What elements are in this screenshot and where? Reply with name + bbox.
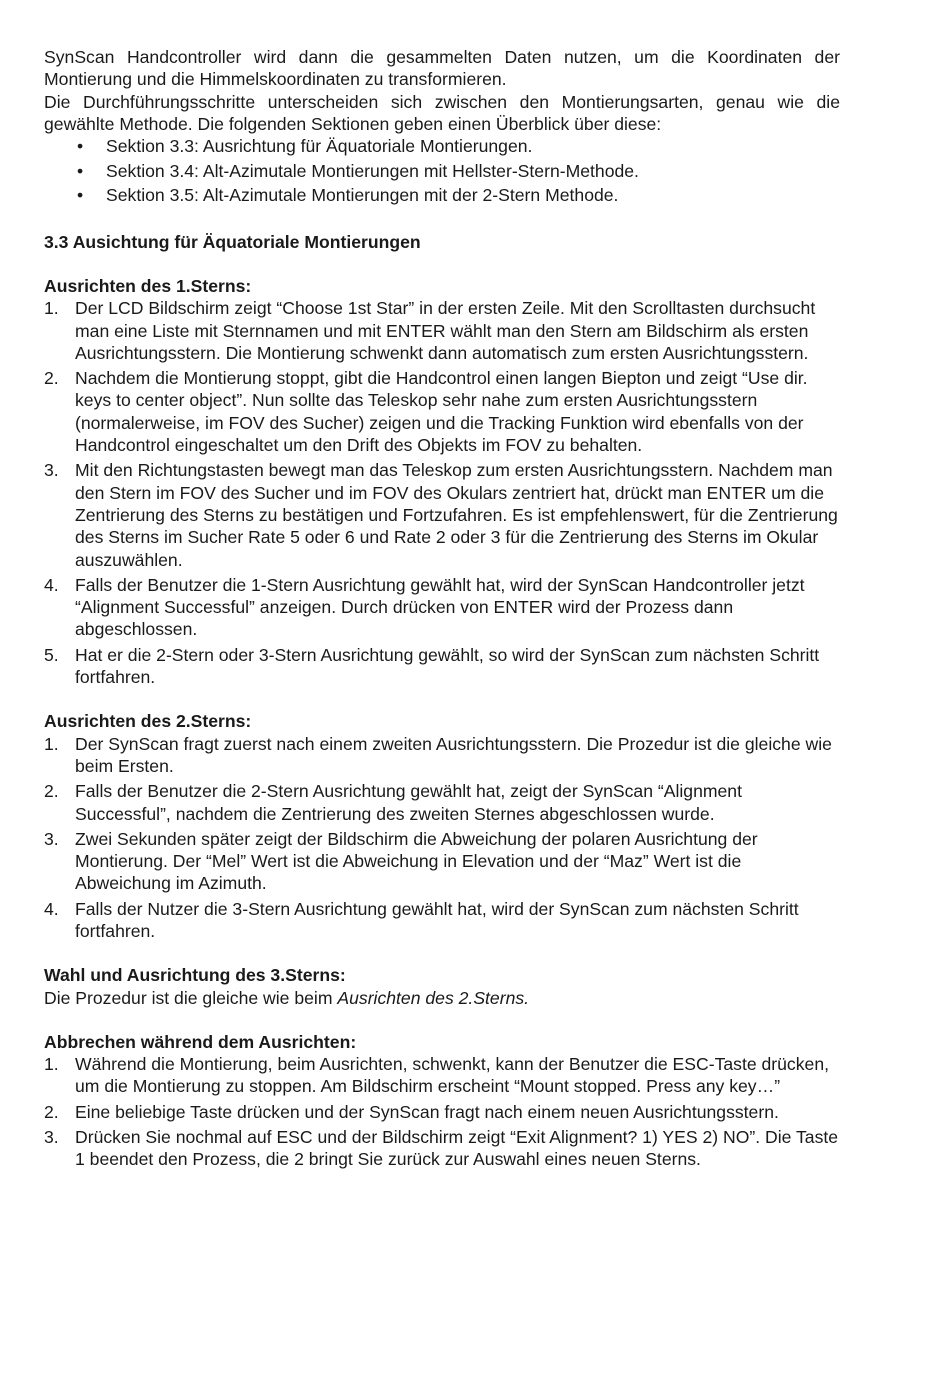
step-number: 1. xyxy=(44,1054,59,1075)
list-item xyxy=(44,184,840,209)
step-number: 4. xyxy=(44,574,59,595)
list-item-text: Sektion 3.4: Alt-Azimutale Montierungen mit Hellster-Stern-Methode. xyxy=(106,160,639,181)
abort-steps xyxy=(44,1053,840,1170)
list-item xyxy=(44,828,840,895)
bullet-icon: • xyxy=(77,136,84,157)
step-number: 5. xyxy=(44,644,59,665)
step-text: Der SynScan fragt zuerst nach einem zweiten Ausrichtungsstern. Die Prozedur ist die gleiche wie beim Ersten. xyxy=(75,733,832,776)
list-item xyxy=(44,733,840,778)
intro-paragraph-2: Die Durchführungsschritte unterscheiden sich zwischen den Montierungsarten, genau wie die gewählte Methode. Die folgenden Sektionen geben einen Überblick über diese: xyxy=(44,91,840,134)
list-item xyxy=(44,1053,840,1098)
step-text: Drücken Sie nochmal auf ESC und der Bildschirm zeigt “Exit Alignment? 1) YES 2) NO”. Die Taste 1 beendet den Prozess, die 2 bringt Sie zurück zur Auswahl eines neuen Sterns. xyxy=(75,1127,839,1170)
step-text: Zwei Sekunden später zeigt der Bildschirm die Abweichung der polaren Ausrichtung der Montierung. Der “Mel” Wert ist die Abweichung in Elevation und der “Maz” Wert ist die Abweichung im Azimuth. xyxy=(75,828,758,894)
first-star-steps xyxy=(44,297,840,688)
bullet-icon: • xyxy=(77,160,84,181)
list-item xyxy=(44,297,840,364)
list-item xyxy=(44,1101,840,1123)
step-number: 2. xyxy=(44,781,59,802)
list-item xyxy=(44,1126,840,1171)
document-page xyxy=(44,46,840,1174)
third-star-text: Die Prozedur ist die gleiche wie beim xyxy=(44,987,338,1008)
step-number: 2. xyxy=(44,1101,59,1122)
list-item xyxy=(44,898,840,943)
list-item-text: Sektion 3.5: Alt-Azimutale Montierungen mit der 2-Stern Methode. xyxy=(106,185,619,206)
list-item xyxy=(44,459,840,570)
step-number: 3. xyxy=(44,828,59,849)
step-text: Während die Montierung, beim Ausrichten, schwenkt, kann der Benutzer die ESC-Taste drücken, um die Montierung zu stoppen. Am Bildschirm erscheint “Mount stopped. Press any key…” xyxy=(75,1054,829,1097)
step-text: Mit den Richtungstasten bewegt man das Teleskop zum ersten Ausrichtungsstern. Nachdem man den Stern im FOV des Sucher und im FOV des Okulars zentriert hat, drückt man ENTER um die Zentrierung des Sterns zu bestätigen und Fortzufahren. Es ist empfehlenswert, für die Zentrierung des Sterns im Sucher Rate 5 oder 6 und Rate 2 oder 3 für die Zentrierung des Sterns im Okular auszuwählen. xyxy=(75,460,838,570)
second-star-steps xyxy=(44,733,840,943)
step-number: 1. xyxy=(44,733,59,754)
third-star-paragraph xyxy=(44,987,840,1009)
step-number: 3. xyxy=(44,1127,59,1148)
step-number: 4. xyxy=(44,898,59,919)
step-text: Eine beliebige Taste drücken und der SynScan fragt nach einem neuen Ausrichtungsstern. xyxy=(75,1101,779,1122)
list-item-text: Sektion 3.3: Ausrichtung für Äquatoriale Montierungen. xyxy=(106,136,533,157)
step-text: Falls der Nutzer die 3-Stern Ausrichtung gewählt hat, wird der SynScan zum nächsten Schritt fortfahren. xyxy=(75,898,799,941)
list-item xyxy=(44,574,840,641)
step-number: 1. xyxy=(44,298,59,319)
third-star-heading: Wahl und Ausrichtung des 3.Sterns: xyxy=(44,965,346,986)
list-item xyxy=(44,160,840,185)
step-text: Nachdem die Montierung stoppt, gibt die Handcontrol einen langen Biepton und zeigt “Use dir. keys to center object”. Nun sollte das Teleskop sehr nahe zum ersten Ausrichtungsstern (normalerweise, im FOV des Sucher) zeigen und die Tracking Funktion wird ebenfalls von der Handcontrol eingeschaltet um den Drift des Objekts im FOV zu behalten. xyxy=(75,368,808,456)
step-number: 3. xyxy=(44,460,59,481)
step-text: Der LCD Bildschirm zeigt “Choose 1st Star” in der ersten Zeile. Mit den Scrolltasten durchsucht man eine Liste mit Sternnamen und mit ENTER wählt man den Stern am Bildschirm als ersten Ausrichtungsstern. Die Montierung schwenkt dann automatisch zum ersten Ausrichtungsstern. xyxy=(75,298,816,363)
step-text: Falls der Benutzer die 2-Stern Ausrichtung gewählt hat, zeigt der SynScan “Alignment Successful”, nachdem die Zentrierung des zweiten Sternes abgeschlossen wurde. xyxy=(75,781,742,824)
step-number: 2. xyxy=(44,368,59,389)
step-text: Hat er die 2-Stern oder 3-Stern Ausrichtung gewählt, so wird der SynScan zum nächsten Schritt fortfahren. xyxy=(75,644,820,688)
section-overview-list xyxy=(44,135,840,209)
list-item xyxy=(44,780,840,825)
bullet-icon: • xyxy=(77,185,84,206)
first-star-heading: Ausrichten des 1.Sterns: xyxy=(44,275,252,296)
abort-heading: Abbrechen während dem Ausrichten: xyxy=(44,1031,357,1052)
list-item xyxy=(44,367,840,456)
list-item xyxy=(44,644,840,689)
list-item xyxy=(44,135,840,160)
third-star-reference: Ausrichten des 2.Sterns. xyxy=(337,987,530,1008)
intro-paragraph-1: SynScan Handcontroller wird dann die gesammelten Daten nutzen, um die Koordinaten der Montierung und die Himmelskoordinaten zu transformieren. xyxy=(44,47,840,90)
section-title: 3.3 Ausichtung für Äquatoriale Montierungen xyxy=(44,231,421,252)
step-text: Falls der Benutzer die 1-Stern Ausrichtung gewählt hat, wird der SynScan Handcontroller jetzt “Alignment Successful” anzeigen. Durch drücken von ENTER wird der Prozess dann abgeschlossen. xyxy=(75,574,805,640)
second-star-heading: Ausrichten des 2.Sterns: xyxy=(44,711,252,732)
